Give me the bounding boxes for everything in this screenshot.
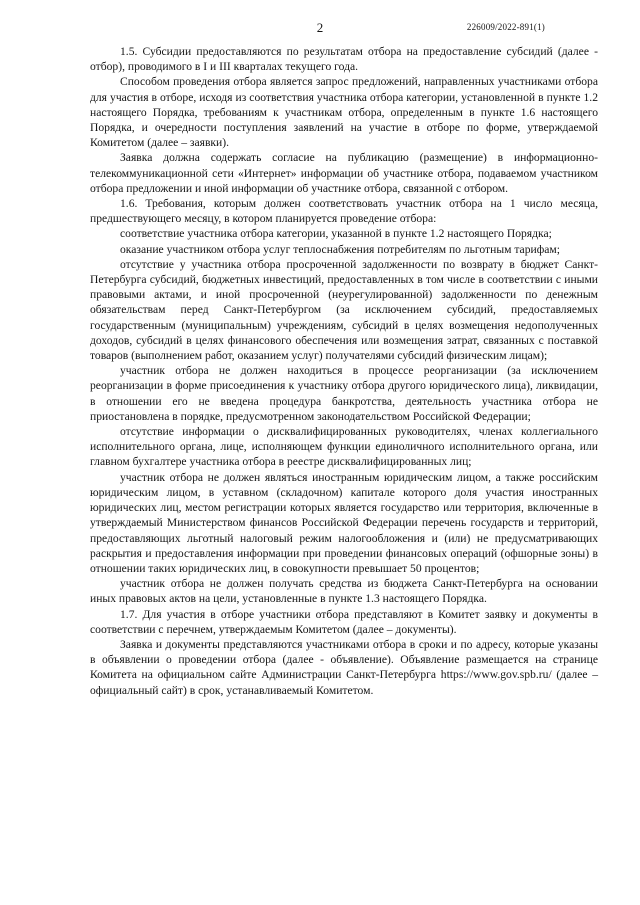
requirement-no-disqualified: отсутствие информации о дисквалифицированных руководителях, членах коллегиального исполнительного органа, лице, исполняющем функции единоличного исполнительного органа, или главном бухгалтере участника отбора в реестре дисквалифицированных лиц; <box>90 425 598 469</box>
paragraph-1-6: 1.6. Требования, которым должен соответствовать участник отбора на 1 число месяца, предшествующего месяцу, в котором планируется проведение отбора: <box>90 197 598 226</box>
paragraph-1-5: 1.5. Субсидии предоставляются по результатам отбора на предоставление субсидий (далее - отбор), проводимого в I и III кварталах текущего года. <box>90 45 598 74</box>
requirement-not-foreign: участник отбора не должен являться иностранным юридическим лицом, а также российским юридическим лицом, в уставном (складочном) капитале которого доля участия иностранных юридических лиц, местом регистрации которых является государство или территория, включенные в утверждаемый Министерством финансов Российской Федерации перечень государств и территорий, предоставляющих льготный налоговый режим налогообложения и (или) не предусматривающих раскрытия и предоставления информации при проведении финансовых операций (офшорные зоны) в отношении таких юридических лиц, в совокупности превышает 50 процентов; <box>90 470 598 575</box>
requirement-heating-services: оказание участником отбора услуг теплоснабжения потребителям по льготным тарифам; <box>120 242 560 256</box>
requirement-category: соответствие участника отбора категории, указанной в пункте 1.2 настоящего Порядка; <box>120 227 552 241</box>
requirement-no-other-funds: участник отбора не должен получать средства из бюджета Санкт-Петербурга на основании иных правовых актов на цели, установленные в пункте 1.3 настоящего Порядка. <box>90 577 598 606</box>
requirement-no-debt: отсутствие у участника отбора просроченной задолженности по возврату в бюджет Санкт-Петербурга субсидий, бюджетных инвестиций, предоставленных в том числе в соответствии с иными правовыми актами, и иной просроченной (неурегулированной) задолженности по денежным обязательствам перед Санкт-Петербургом (за исключением субсидий, предоставляемых государственным (муниципальным) учреждениям, субсидий в целях возмещения недополученных доходов, субсидий в целях финансового обеспечения или возмещения затрат, связанных с поставкой товаров (выполнением работ, оказанием услуг) получателями субсидий физическим лицам); <box>90 257 598 363</box>
paragraph-1-7: 1.7. Для участия в отборе участники отбора представляют в Комитет заявку и документы в соответствии с перечнем, утверждаемым Комитетом (далее – документы). <box>90 607 598 636</box>
document-body <box>90 44 598 698</box>
paragraph-selection-method: Способом проведения отбора является запрос предложений, направленных участниками отбора для участия в отборе, исходя из соответствия участника отбора категории, установленной в пункте 1.2 настоящего Порядка, требованиям к участникам отбора, определенным в пункте 1.6 настоящего Порядка, и очередности поступления заявлений на участие в отборе по форме, утверждаемой Комитетом (далее – заявки). <box>90 75 598 150</box>
paragraph-submission: Заявка и документы представляются участниками отбора в сроки и по адресу, которые указаны в объявлении о проведении отбора (далее - объявление). Объявление размещается на странице Комитета на официальном сайте Администрации Санкт-Петербурга https://www.gov.spb.ru/ (далее – официальный сайт) в срок, устанавливаемый Комитетом. <box>90 637 598 697</box>
document-id: 226009/2022-891(1) <box>466 22 545 32</box>
requirement-no-reorganization: участник отбора не должен находиться в процессе реорганизации (за исключением реорганизации в форме присоединения к участнику отбора другого юридического лица), ликвидации, в отношении его не введена процедура банкротства, деятельность участника отбора не приостановлена в порядке, предусмотренном законодательством Российской Федерации; <box>90 364 598 423</box>
page-number: 2 <box>316 20 324 35</box>
paragraph-consent: Заявка должна содержать согласие на публикацию (размещение) в информационно-телекоммуникационной сети «Интернет» информации об участнике отбора, подаваемом участником отбора предложении и иной информации об участнике отбора, связанной с отбором. <box>90 151 598 195</box>
